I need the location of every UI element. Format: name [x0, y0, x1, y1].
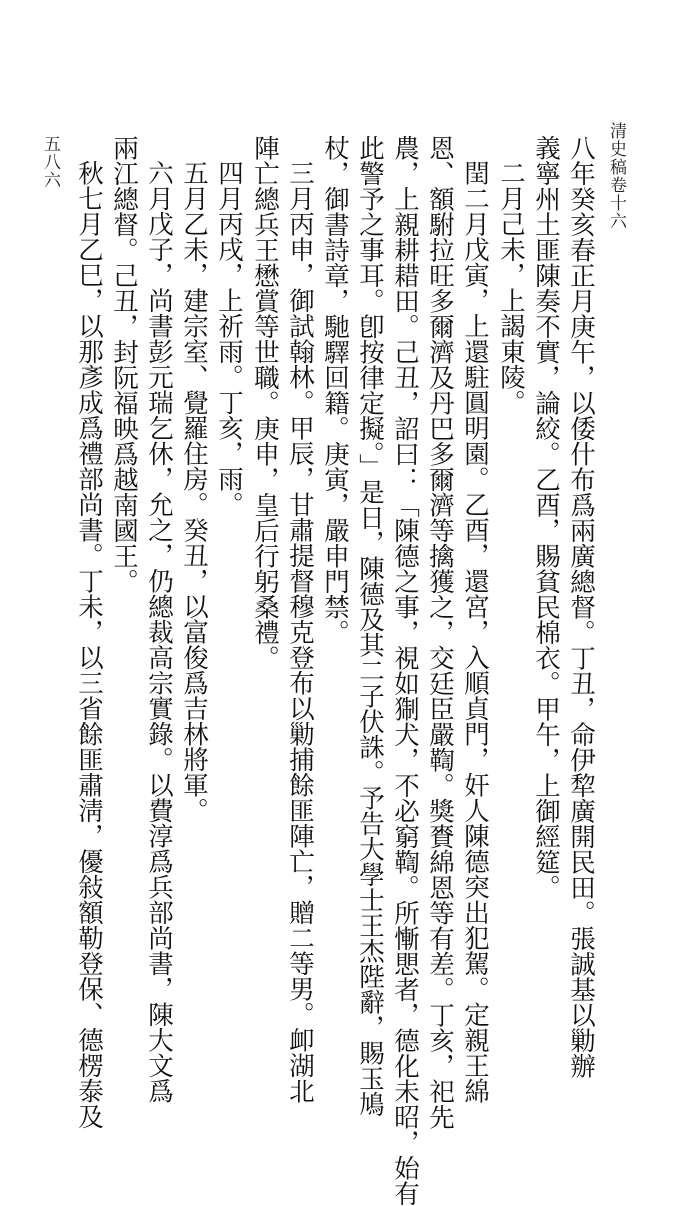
text-column-6: 農，上親耕耤田。己丑，詔曰：「陳德之事，視如猘犬，不必窮鞫。所慚愳者，德化未昭，始有	[390, 135, 420, 1206]
text-column-1: 八年癸亥春正月庚午，以倭什布爲兩廣總督。丁丑，命伊犂廣開民田。張誠基以勦辦	[566, 135, 596, 1079]
text-column-8: 杖，御書詩章，馳驛回籍。庚寅，嚴申門禁。	[320, 135, 350, 645]
running-header-title: 清史稿卷十六	[606, 122, 626, 230]
text-column-2: 義寧州土匪陳奏不實，論絞。乙酉，賜貧民棉衣。甲午，上御經筵。	[531, 135, 561, 900]
text-column-7: 此警予之事耳。卽按律定擬。」是日，陳德及其二子伏誅。予告大學士王杰陛辭，賜玉鳩	[355, 135, 385, 1117]
text-column-9: 三月丙申，御試翰林。甲辰，甘肅提督穆克登布以勦捕餘匪陣亡，贈二等男。卹湖北	[285, 160, 315, 1104]
page-number: 五八六	[40, 135, 60, 189]
text-column-10: 陣亡總兵王懋賞等世職。庚申，皇后行躬桑禮。	[250, 135, 280, 671]
text-column-4: 閏二月戊寅，上還駐圓明園。乙酉，還宮，入順貞門，奸人陳德突出犯駕。定親王綿	[460, 160, 490, 1104]
text-column-14: 兩江總督。己丑，封阮福映爲越南國王。	[109, 135, 139, 594]
text-column-5: 恩、額駙拉旺多爾濟及丹巴多爾濟等擒獲之，交廷臣嚴鞫。獎賚綿恩等有差。丁亥，祀先	[425, 135, 455, 1130]
text-column-15: 秋七月乙巳，以那彥成爲禮部尚書。丁未，以三省餘匪肅淸，優敍額勒登保、德楞泰及	[74, 160, 104, 1129]
text-column-13: 六月戊子，尚書彭元瑞乞休，允之，仍總裁高宗實錄。以費淳爲兵部尚書，陳大文爲	[144, 160, 174, 1104]
text-column-11: 四月丙戌，上祈雨。丁亥，雨。	[214, 160, 244, 517]
text-column-3: 二月己未，上謁東陵。	[496, 160, 526, 415]
text-column-12: 五月乙未，建宗室、覺羅住房。癸丑，以富俊爲吉林將軍。	[179, 160, 209, 823]
